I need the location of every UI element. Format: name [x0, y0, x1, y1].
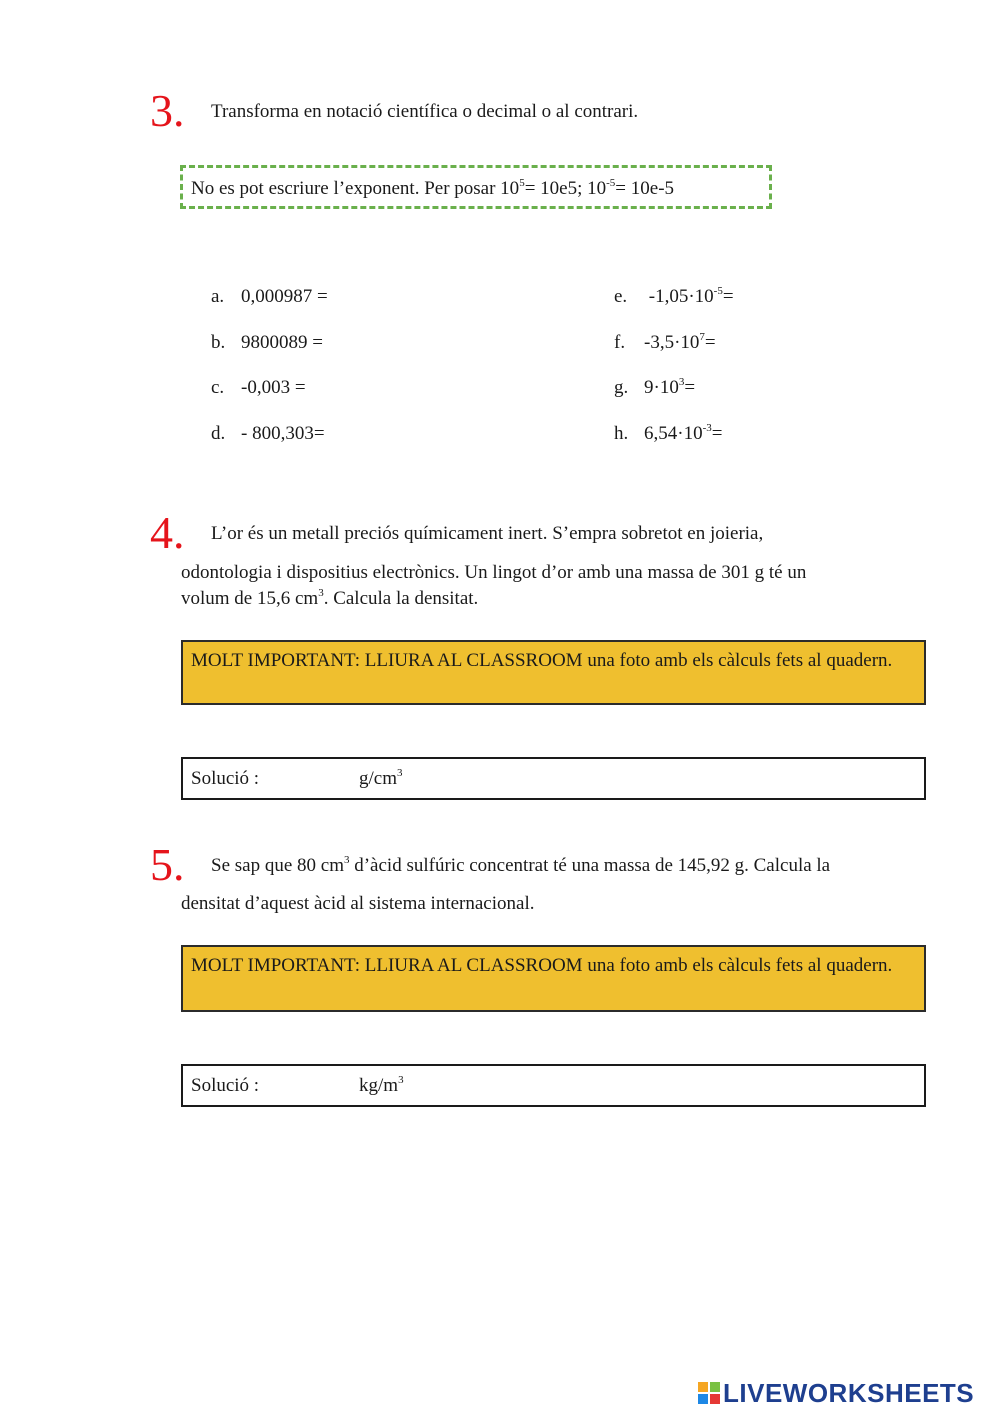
question-3-prompt: Transforma en notació científica o decimal o al contrari.: [211, 101, 639, 122]
solution-unit: $kg/m^3$: [359, 1074, 404, 1096]
solution-box-5[interactable]: [181, 1064, 926, 1107]
solution-label: Solució :: [191, 1075, 260, 1096]
list-item-f: f. $-3,5\cdot 10^7=$: [614, 331, 716, 353]
question-number-5: 5.: [150, 839, 185, 890]
question-number-4: 4.: [150, 507, 185, 558]
liveworksheets-logo-icon: [698, 1382, 720, 1404]
question-4-line-3: volum de 15,6 $cm^3$. Calcula la densitat.: [181, 587, 479, 609]
list-item-g: g. $9\cdot 10^3=$: [614, 376, 696, 398]
question-number-3: 3.: [150, 85, 185, 136]
list-item-c: c. -0,003 =: [211, 377, 306, 398]
question-4-line-1: L’or és un metall preciós químicament inert. S’empra sobretot en joieria,: [211, 523, 764, 544]
list-item-h: h. $6,54\cdot 10^{-3}=$: [614, 422, 723, 444]
list-item-a: a. 0,000987 =: [211, 286, 328, 307]
solution-box-4[interactable]: [181, 757, 926, 800]
important-notice-4: MOLT IMPORTANT: LLIURA AL CLASSROOM una foto amb els càlculs fets al quadern.: [181, 640, 926, 705]
list-item-d: d. - 800,303=: [211, 423, 325, 444]
liveworksheets-logo-text: LIVEWORKSHEETS: [723, 1377, 975, 1408]
question-4-line-2: odontologia i dispositius electrònics. Un lingot d’or amb una massa de 301 g té un: [181, 562, 807, 583]
solution-unit: $g/cm^3$: [359, 767, 403, 789]
list-item-e: e. $-1,05\cdot 10^{-5}=$: [614, 285, 734, 307]
liveworksheets-logo[interactable]: [698, 1378, 974, 1408]
solution-label: Solució :: [191, 768, 260, 789]
question-5-line-1: Se sap que 80 $cm^3$ d’àcid sulfúric concentrat té una massa de 145,92 g. Calcula la: [211, 854, 831, 876]
question-5-line-2: densitat d’aquest àcid al sistema internacional.: [181, 893, 535, 914]
exponent-note-text: No es pot escriure l’exponent. Per posar $10^5= 10e5$; $10^{-5}= 10e-5$: [191, 177, 675, 199]
important-notice-5: MOLT IMPORTANT: LLIURA AL CLASSROOM una foto amb els càlculs fets al quadern.: [181, 945, 926, 1012]
exponent-note-box: [180, 165, 772, 209]
list-item-b: b. 9800089 =: [211, 332, 323, 353]
